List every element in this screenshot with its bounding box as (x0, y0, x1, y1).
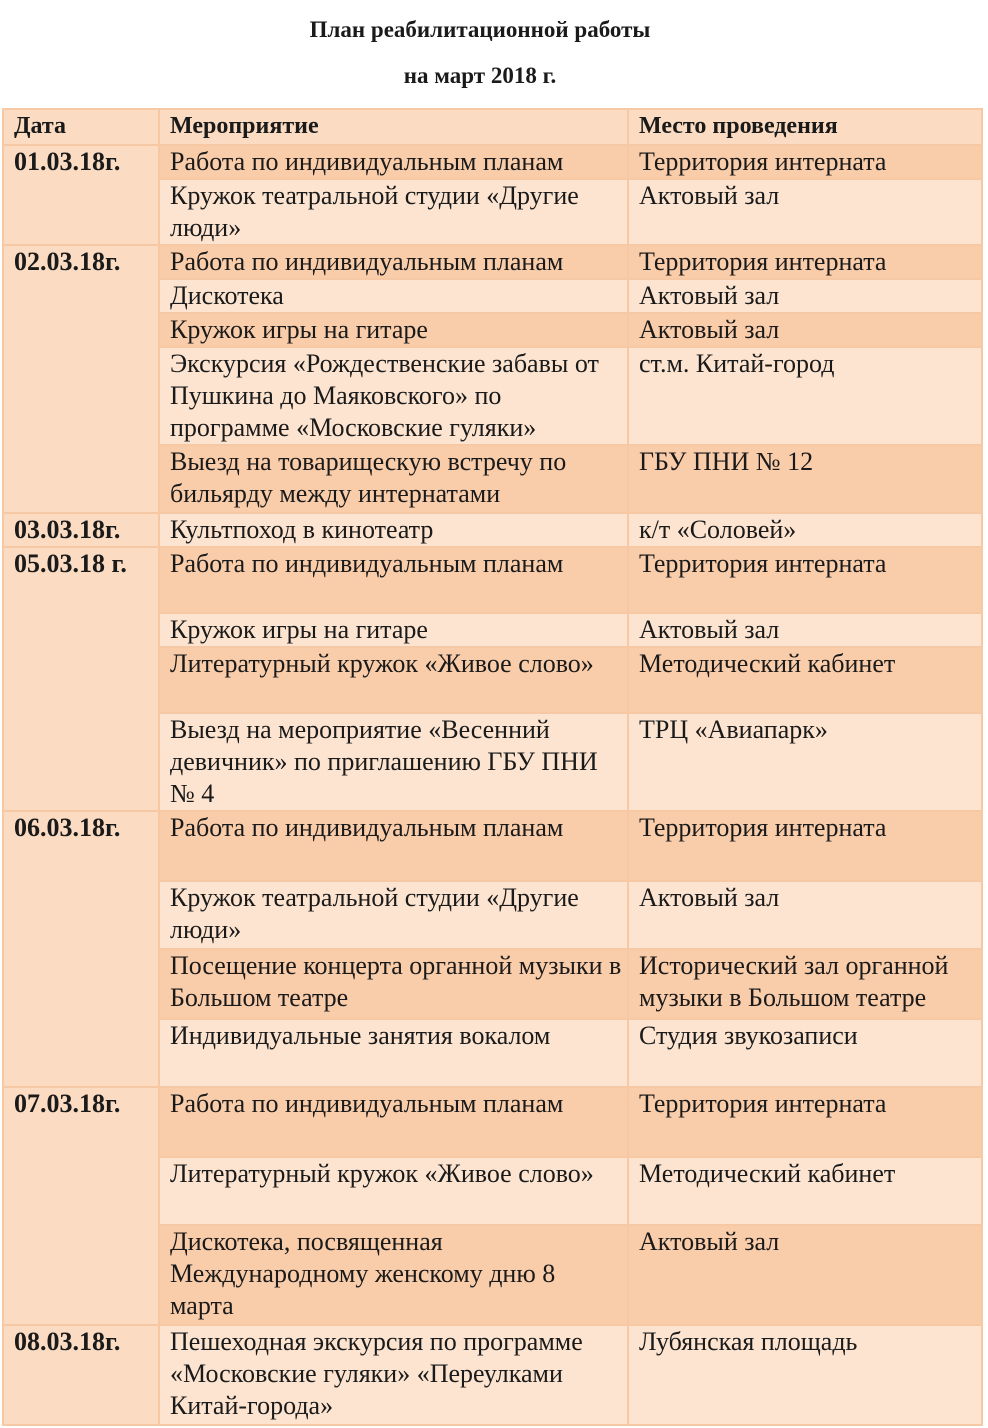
date-cell: 02.03.18г. (3, 245, 159, 513)
event-cell: Кружок театральной студии «Другие люди» (159, 179, 628, 245)
table-header-row (3, 109, 982, 145)
place-cell: Актовый зал (628, 279, 982, 313)
event-cell: Кружок театральной студии «Другие люди» (159, 881, 628, 949)
column-header-place: Место проведения (628, 109, 982, 145)
place-cell: Актовый зал (628, 313, 982, 347)
place-cell: ст.м. Китай-город (628, 347, 982, 445)
event-cell: Культпоход в кинотеатр (159, 513, 628, 547)
place-cell: ТРЦ «Авиапарк» (628, 713, 982, 811)
event-cell: Работа по индивидуальным планам (159, 145, 628, 179)
place-cell: Актовый зал (628, 1225, 982, 1325)
event-cell: Экскурсия «Рождественские забавы от Пушкина до Маяковского» по программе «Московские гуляки» (159, 347, 628, 445)
place-cell: Методический кабинет (628, 647, 982, 713)
table-row (3, 547, 982, 613)
document-title: План реабилитационной работы (309, 17, 651, 42)
event-cell: Индивидуальные занятия вокалом (159, 1019, 628, 1087)
document-subtitle: на март 2018 г. (403, 63, 557, 88)
place-cell: Территория интерната (628, 245, 982, 279)
event-cell: Дискотека (159, 279, 628, 313)
place-cell: Территория интерната (628, 1087, 982, 1157)
event-cell: Литературный кружок «Живое слово» (159, 647, 628, 713)
place-cell: Актовый зал (628, 613, 982, 647)
event-cell: Пешеходная экскурсия по программе «Московские гуляки» «Переулками Китай-города» (159, 1325, 628, 1425)
column-header-event: Мероприятие (159, 109, 628, 145)
event-cell: Кружок игры на гитаре (159, 313, 628, 347)
place-cell: Территория интерната (628, 145, 982, 179)
date-cell: 01.03.18г. (3, 145, 159, 245)
place-cell: Территория интерната (628, 547, 982, 613)
place-cell: Актовый зал (628, 179, 982, 245)
table-row (3, 245, 982, 279)
date-cell: 03.03.18г. (3, 513, 159, 547)
place-cell: ГБУ ПНИ № 12 (628, 445, 982, 513)
event-cell: Выезд на товарищескую встречу по бильярду между интернатами (159, 445, 628, 513)
place-cell: Методический кабинет (628, 1157, 982, 1225)
event-cell: Выезд на мероприятие «Весенний девичник» по приглашению ГБУ ПНИ № 4 (159, 713, 628, 811)
event-cell: Работа по индивидуальным планам (159, 547, 628, 613)
table-row (3, 513, 982, 547)
table-row (3, 811, 982, 881)
place-cell: Территория интерната (628, 811, 982, 881)
place-cell: Лубянская площадь (628, 1325, 982, 1425)
event-cell: Посещение концерта органной музыки в Большом театре (159, 949, 628, 1019)
date-cell: 06.03.18г. (3, 811, 159, 1087)
table-row (3, 1325, 982, 1425)
date-cell: 05.03.18 г. (3, 547, 159, 811)
place-cell: Актовый зал (628, 881, 982, 949)
event-cell: Работа по индивидуальным планам (159, 245, 628, 279)
event-cell: Работа по индивидуальным планам (159, 811, 628, 881)
place-cell: Исторический зал органной музыки в Большом театре (628, 949, 982, 1019)
place-cell: к/т «Соловей» (628, 513, 982, 547)
date-cell: 08.03.18г. (3, 1325, 159, 1425)
event-cell: Кружок игры на гитаре (159, 613, 628, 647)
schedule-table (2, 108, 983, 1426)
column-header-date: Дата (3, 109, 159, 145)
table-row (3, 1087, 982, 1157)
table-row (3, 145, 982, 179)
date-cell: 07.03.18г. (3, 1087, 159, 1325)
event-cell: Работа по индивидуальным планам (159, 1087, 628, 1157)
event-cell: Дискотека, посвященная Международному женскому дню 8 марта (159, 1225, 628, 1325)
event-cell: Литературный кружок «Живое слово» (159, 1157, 628, 1225)
place-cell: Студия звукозаписи (628, 1019, 982, 1087)
